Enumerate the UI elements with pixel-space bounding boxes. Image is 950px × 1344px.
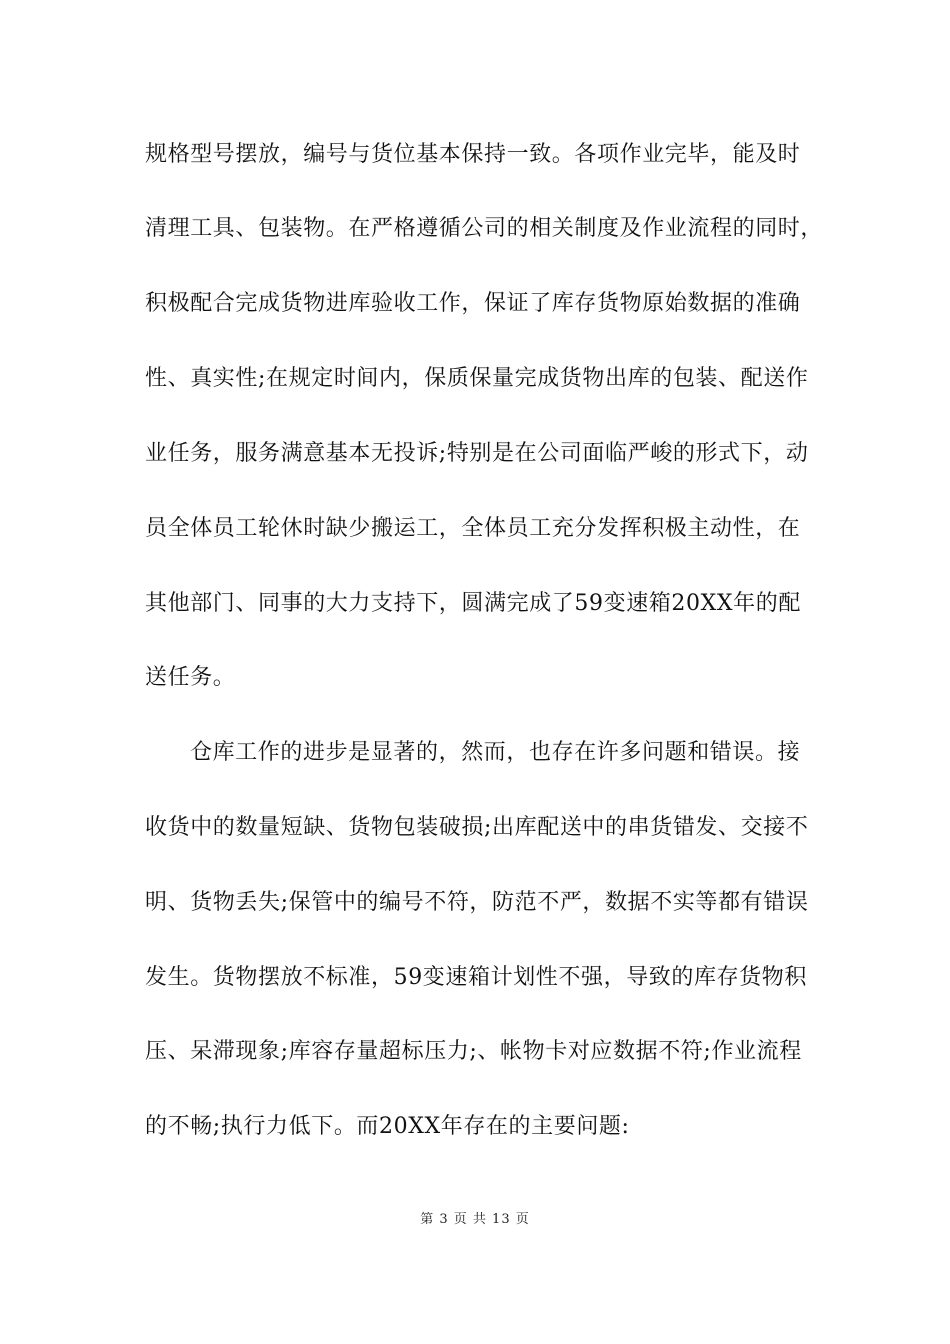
paragraph-1-line-5: 业任务，服务满意基本无投诉;特别是在公司面临严峻的形式下，动 xyxy=(145,441,809,466)
paragraph-1-line-6: 员全体员工轮休时缺少搬运工，全体员工充分发挥积极主动性，在 xyxy=(145,516,801,541)
page-number-footer: 第 3 页 共 13 页 xyxy=(420,1212,530,1227)
paragraph-1-line-2: 清理工具、包装物。在严格遵循公司的相关制度及作业流程的同时， xyxy=(145,216,824,241)
paragraph-1-line-1: 规格型号摆放，编号与货位基本保持一致。各项作业完毕，能及时 xyxy=(145,142,801,167)
paragraph-1-line-4: 性、真实性;在规定时间内，保质保量完成货物出库的包装、配送作 xyxy=(145,366,809,391)
paragraph-1-line-7: 其他部门、同事的大力支持下，圆满完成了59变速箱20XX年的配 xyxy=(145,591,801,616)
paragraph-2-line-1: 仓库工作的进步是显著的，然而，也存在许多问题和错误。接 xyxy=(190,740,801,765)
paragraph-2-line-5: 压、呆滞现象;库容存量超标压力;、帐物卡对应数据不符;作业流程 xyxy=(145,1039,802,1064)
paragraph-2-line-4: 发生。货物摆放不标准，59变速箱计划性不强，导致的库存货物积 xyxy=(145,965,807,990)
paragraph-2-line-6: 的不畅;执行力低下。而20XX年存在的主要问题: xyxy=(145,1114,630,1139)
paragraph-1-line-3: 积极配合完成货物进库验收工作，保证了库存货物原始数据的准确 xyxy=(145,291,801,316)
paragraph-1-line-8: 送任务。 xyxy=(145,665,236,690)
paragraph-2-line-3: 明、货物丢失;保管中的编号不符，防范不严，数据不实等都有错误 xyxy=(145,890,809,915)
paragraph-2-line-2: 收货中的数量短缺、货物包装破损;出库配送中的串货错发、交接不 xyxy=(145,815,809,840)
